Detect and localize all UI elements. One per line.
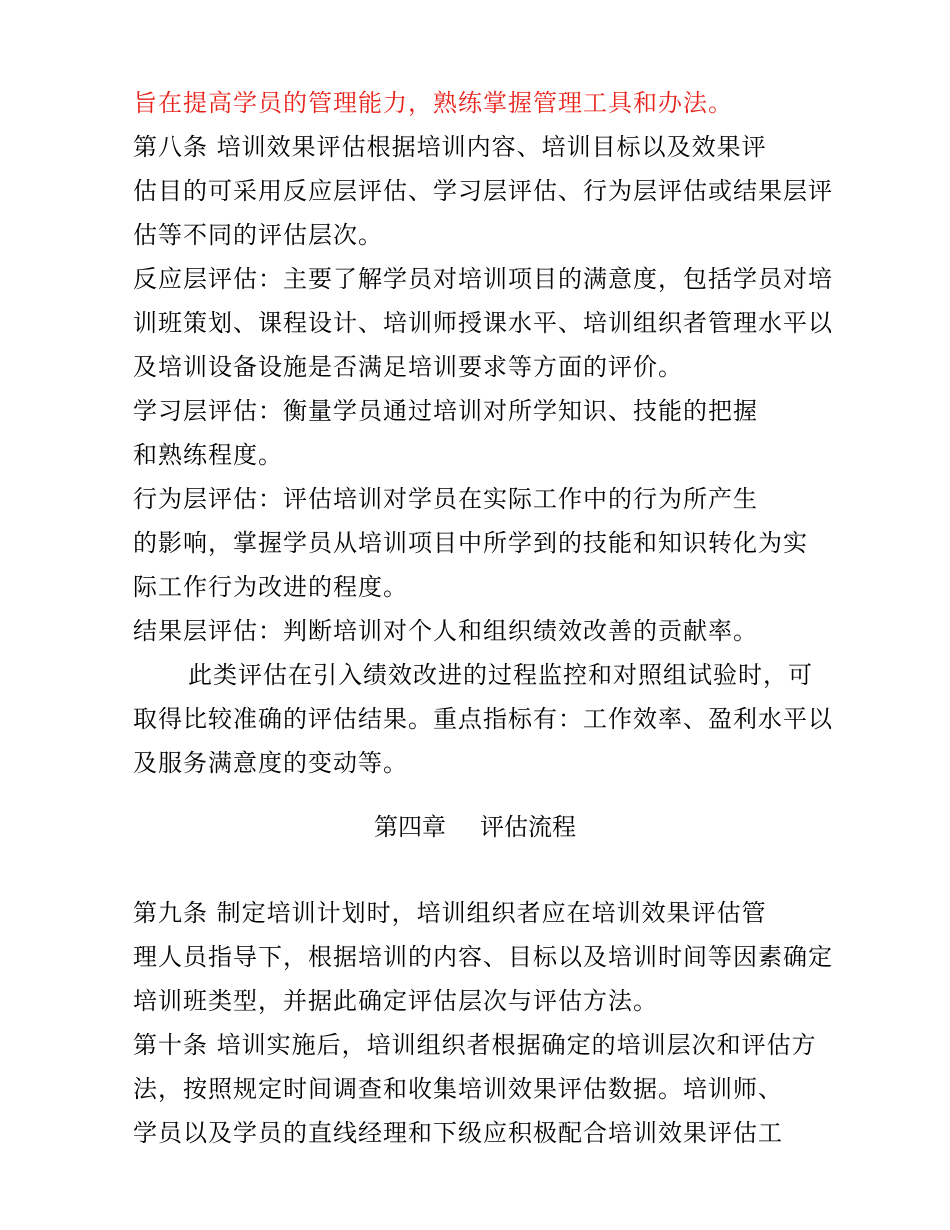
article-8-line: 第八条 培训效果评估根据培训内容、培训目标以及效果评: [133, 133, 767, 161]
result-level-line: 结果层评估：判断培训对个人和组织绩效改善的贡献率。: [133, 617, 758, 645]
text-line: 际工作行为改进的程度。: [133, 573, 408, 601]
text-line: 学员以及学员的直线经理和下级应积极配合培训效果评估工: [133, 1119, 783, 1147]
chapter-heading: [0, 812, 950, 842]
chapter-number: 第四章: [374, 813, 446, 841]
reaction-level-line: 反应层评估：主要了解学员对培训项目的满意度，包括学员对培: [133, 265, 833, 293]
chapter-title: 评估流程: [480, 813, 576, 841]
text-line: 法，按照规定时间调查和收集培训效果评估数据。培训师、: [133, 1075, 783, 1103]
text-line: 培训班类型，并据此确定评估层次与评估方法。: [133, 987, 658, 1015]
text-line: 的影响，掌握学员从培训项目中所学到的技能和知识转化为实: [133, 529, 808, 557]
text-line: 估目的可采用反应层评估、学习层评估、行为层评估或结果层评: [133, 177, 833, 205]
learning-level-line: 学习层评估：衡量学员通过培训对所学知识、技能的把握: [133, 397, 758, 425]
text-line: 理人员指导下，根据培训的内容、目标以及培训时间等因素确定: [133, 943, 833, 971]
text-line: 和熟练程度。: [133, 441, 283, 469]
highlighted-line: 旨在提高学员的管理能力，熟练掌握管理工具和办法。: [133, 89, 733, 117]
text-line: 及培训设备设施是否满足培训要求等方面的评价。: [133, 353, 683, 381]
behavior-level-line: 行为层评估：评估培训对学员在实际工作中的行为所产生: [133, 485, 758, 513]
text-line: 取得比较准确的评估结果。重点指标有：工作效率、盈利水平以: [133, 705, 833, 733]
text-line: 及服务满意度的变动等。: [133, 749, 408, 777]
text-line: 估等不同的评估层次。: [133, 221, 383, 249]
text-line: 训班策划、课程设计、培训师授课水平、培训组织者管理水平以: [133, 309, 833, 337]
article-9-line: 第九条 制定培训计划时，培训组织者应在培训效果评估管: [133, 899, 767, 927]
article-10-line: 第十条 培训实施后，培训组织者根据确定的培训层次和评估方: [133, 1031, 817, 1059]
indented-paragraph-line: 此类评估在引入绩效改进的过程监控和对照组试验时，可: [188, 661, 813, 689]
